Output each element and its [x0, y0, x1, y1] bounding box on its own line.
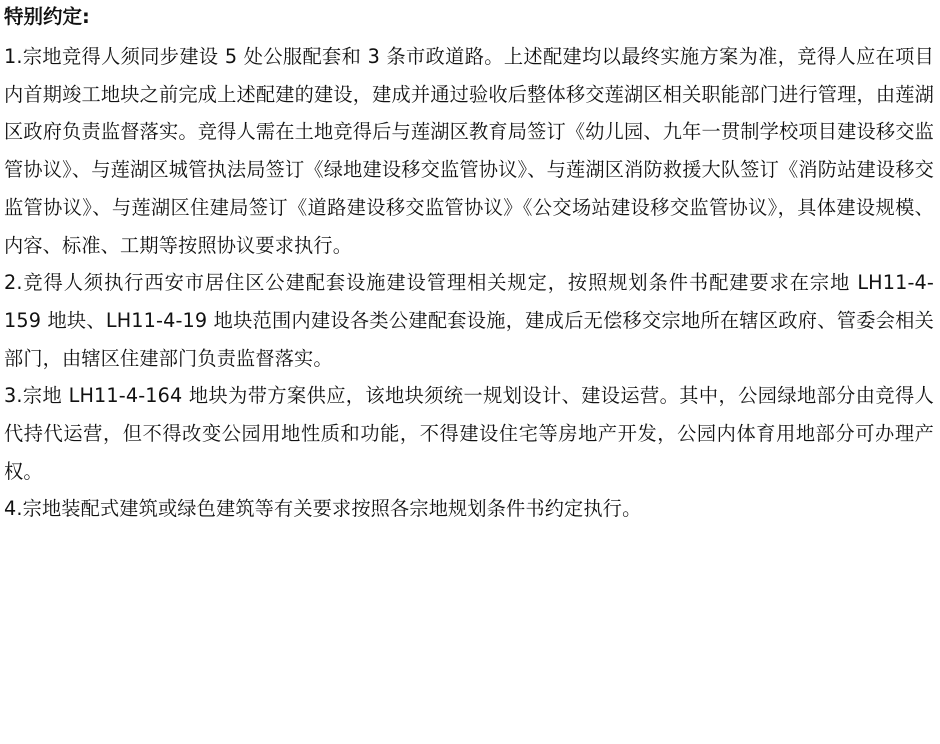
clause-3: 3.宗地 LH11-4-164 地块为带方案供应，该地块须统一规划设计、建设运营。其中，公园绿地部分由竞得人代持代运营，但不得改变公园用地性质和功能，不得建设住宅等房地产开发，公园内体育用地部分可办理产权。 — [4, 384, 934, 483]
clause-2: 2.竞得人须执行西安市居住区公建配套设施建设管理相关规定，按照规划条件书配建要求在宗地 LH11-4-159 地块、LH11-4-19 地块范围内建设各类公建配套设施，建成后无偿移交宗地所在辖区政府、管委会相关部门，由辖区住建部门负责监督落实。 — [4, 271, 934, 370]
section-title: 特别约定: — [4, 5, 90, 28]
clause-1: 1.宗地竞得人须同步建设 5 处公服配套和 3 条市政道路。上述配建均以最终实施方案为准，竞得人应在项目内首期竣工地块之前完成上述配建的建设，建成并通过验收后整体移交莲湖区相关职能部门进行管理，由莲湖区政府负责监督落实。竞得人需在土地竞得后与莲湖区教育局签订《幼儿园、九年一贯制学校项目建设移交监管协议》、与莲湖区城管执法局签订《绿地建设移交监管协议》、与莲湖区消防救援大队签订《消防站建设移交监管协议》、与莲湖区住建局签订《道路建设移交监管协议》《公交场站建设移交监管协议》，具体建设规模、内容、标准、工期等按照协议要求执行。 — [4, 45, 934, 257]
clause-4: 4.宗地装配式建筑或绿色建筑等有关要求按照各宗地规划条件书约定执行。 — [4, 497, 642, 521]
